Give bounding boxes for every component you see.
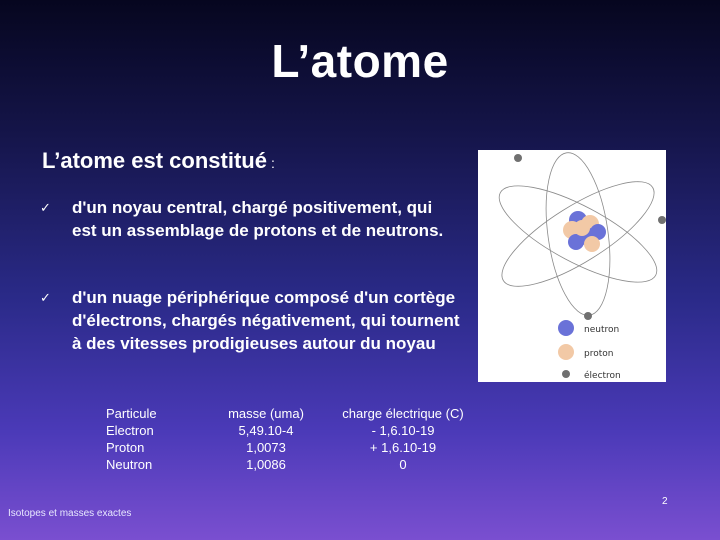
table-cell: + 1,6.10-19 <box>369 440 437 455</box>
nucleus <box>563 211 606 252</box>
column-charge <box>328 405 478 473</box>
page-number: 2 <box>662 496 668 507</box>
subtitle-text: L’atome est constitué <box>42 148 267 173</box>
table-cell: 0 <box>399 457 407 472</box>
electron-dot <box>658 216 666 224</box>
particle-table <box>106 405 526 475</box>
table-cell: Proton <box>106 440 145 455</box>
checkmark-icon: ✓ <box>40 200 51 215</box>
table-cell: 1,0086 <box>246 457 286 472</box>
atom-illustration <box>478 150 666 382</box>
footer-link[interactable]: Isotopes et masses exactes <box>8 508 132 519</box>
legend-proton: proton <box>584 349 614 359</box>
slide-title: L’atome <box>271 35 449 87</box>
table-cell: Particule <box>106 406 157 421</box>
table-cell: Neutron <box>106 457 153 472</box>
neutron-swatch <box>558 320 574 336</box>
bullet-nucleus <box>40 196 460 242</box>
atom-legend <box>558 320 621 381</box>
table-cell: 1,0073 <box>246 440 286 455</box>
column-particle <box>106 405 206 473</box>
electron-swatch <box>562 370 570 378</box>
table-cell: - 1,6.10-19 <box>371 423 435 438</box>
atom-diagram <box>478 150 666 382</box>
table-cell: 5,49.10-4 <box>238 423 294 438</box>
proton-swatch <box>558 344 574 360</box>
electron-dot <box>514 154 522 162</box>
slide-subtitle <box>42 148 275 174</box>
bullet-text: d'un nuage périphérique composé d'un cortège d'électrons, chargés négativement, qui tournent à des vitesses prodigieuses autour du noyau <box>72 288 460 353</box>
legend-neutron: neutron <box>584 325 620 335</box>
column-mass <box>216 405 316 473</box>
table-cell: Electron <box>106 423 154 438</box>
checkmark-icon: ✓ <box>40 290 51 305</box>
table-cell: masse (uma) <box>228 406 304 421</box>
bullet-electron-cloud <box>40 286 460 355</box>
bullet-text: d'un noyau central, chargé positivement, qui est un assemblage de protons et de neutrons. <box>72 198 444 240</box>
subtitle-colon: : <box>270 155 275 171</box>
legend-electron: électron <box>584 371 621 381</box>
table-cell: charge électrique (C) <box>342 406 464 421</box>
electron-dot <box>584 312 592 320</box>
